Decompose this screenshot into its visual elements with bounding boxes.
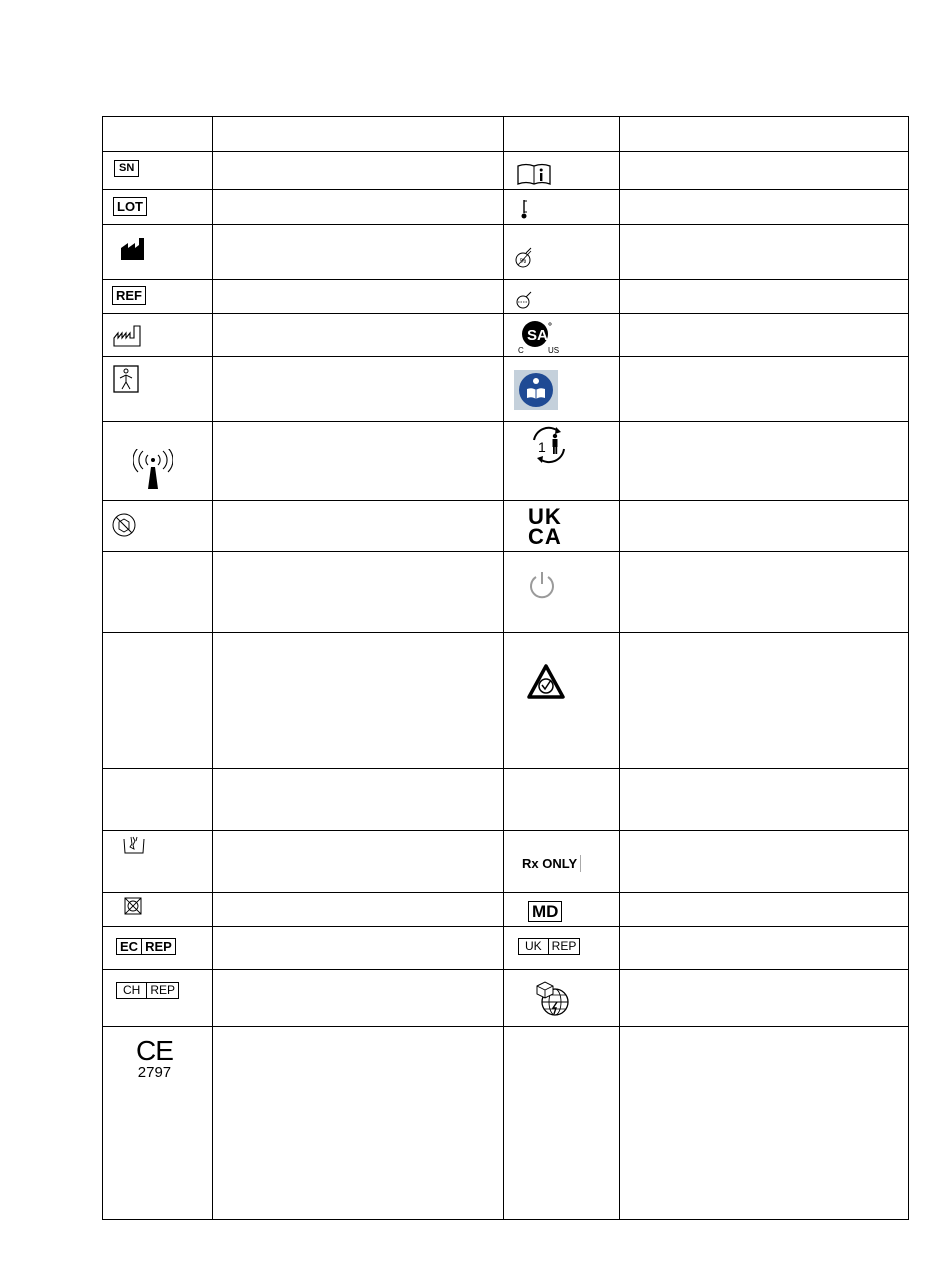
- rep-text: REP: [146, 983, 178, 998]
- symbol-cell: [504, 501, 620, 552]
- description-cell: [213, 152, 504, 190]
- symbol-cell: [103, 552, 213, 633]
- symbol-cell: [103, 633, 213, 769]
- ce-text: CE: [136, 1035, 173, 1066]
- description-cell: [620, 422, 909, 501]
- ukca-top-text: UK: [528, 504, 562, 529]
- ch-text: CH: [123, 983, 141, 997]
- table-row: [103, 190, 909, 225]
- notified-body-number: 2797: [137, 1064, 172, 1081]
- manufacturer-icon: [119, 236, 147, 262]
- table-row: [103, 314, 909, 357]
- description-cell: [620, 1027, 909, 1220]
- table-row: [103, 280, 909, 314]
- svg-text:%: %: [520, 258, 527, 265]
- type-bf-applied-part-icon: [113, 365, 139, 393]
- description-cell: [213, 893, 504, 927]
- table-row: [103, 357, 909, 422]
- symbol-cell: [103, 1027, 213, 1220]
- table-row: [103, 893, 909, 927]
- symbol-cell: [103, 280, 213, 314]
- description-cell: [620, 280, 909, 314]
- table-row: [103, 970, 909, 1027]
- table-row: [103, 1027, 909, 1220]
- header-cell: [620, 117, 909, 152]
- svg-text:SA: SA: [527, 327, 548, 344]
- table-row: [103, 552, 909, 633]
- symbol-cell: [103, 769, 213, 831]
- symbol-cell: [504, 970, 620, 1027]
- symbol-cell: [504, 552, 620, 633]
- symbol-cell: [504, 893, 620, 927]
- catalogue-number-icon: REF: [112, 286, 146, 305]
- rcm-mark-icon: [526, 663, 566, 701]
- table-row: [103, 633, 909, 769]
- symbol-cell: [103, 970, 213, 1027]
- do-not-use-if-damaged-icon: [111, 512, 137, 538]
- serial-number-icon: SN: [114, 160, 139, 177]
- description-cell: [213, 633, 504, 769]
- non-ionizing-radiation-icon: [133, 449, 173, 491]
- fragile-icon: [121, 835, 147, 855]
- ec-rep-icon: [116, 938, 176, 955]
- symbol-cell: [504, 190, 620, 225]
- single-patient-multiple-use-icon: [528, 425, 570, 465]
- table-row: [103, 769, 909, 831]
- ec-text: EC: [120, 939, 139, 954]
- table-header-row: [103, 117, 909, 152]
- symbol-cell: [103, 501, 213, 552]
- header-cell: [103, 117, 213, 152]
- svg-text:US: US: [548, 346, 560, 355]
- description-cell: [213, 970, 504, 1027]
- description-cell: [620, 190, 909, 225]
- ch-rep-icon: [116, 982, 179, 999]
- rep-text: REP: [141, 939, 175, 954]
- ukca-bottom-text: CA: [528, 524, 562, 549]
- table-row: [103, 501, 909, 552]
- symbol-cell: [504, 1027, 620, 1220]
- symbol-cell: [504, 152, 620, 190]
- symbol-cell: [103, 357, 213, 422]
- read-manual-icon: [514, 370, 558, 410]
- rep-text: REP: [548, 939, 580, 954]
- symbol-cell: [103, 225, 213, 280]
- description-cell: [620, 501, 909, 552]
- symbol-cell: [103, 927, 213, 970]
- description-cell: [620, 152, 909, 190]
- description-cell: [620, 552, 909, 633]
- medical-device-icon: MD: [528, 901, 562, 922]
- non-sterile-icon: [123, 896, 143, 916]
- importer-icon: [533, 980, 573, 1020]
- symbol-cell: [103, 190, 213, 225]
- description-cell: [620, 633, 909, 769]
- description-cell: [213, 552, 504, 633]
- description-cell: [213, 190, 504, 225]
- description-cell: [620, 970, 909, 1027]
- uk-text: UK: [525, 939, 542, 953]
- description-cell: [213, 769, 504, 831]
- humidity-limit-icon: [513, 245, 535, 271]
- description-cell: [213, 1027, 504, 1220]
- description-cell: [213, 831, 504, 893]
- svg-text:C: C: [518, 346, 524, 355]
- description-cell: [620, 927, 909, 970]
- symbols-table: [102, 116, 909, 1220]
- table-row: [103, 422, 909, 501]
- symbol-cell: [504, 422, 620, 501]
- header-cell: [213, 117, 504, 152]
- description-cell: [213, 314, 504, 357]
- description-cell: [620, 831, 909, 893]
- symbol-cell: [103, 422, 213, 501]
- ce-mark-icon: [136, 1037, 173, 1080]
- ukca-mark-icon: [528, 504, 562, 549]
- atmospheric-pressure-icon: [514, 290, 536, 310]
- table-row: [103, 225, 909, 280]
- symbol-cell: [504, 314, 620, 357]
- description-cell: [213, 501, 504, 552]
- uk-rep-icon: [518, 938, 580, 955]
- date-of-manufacture-icon: [112, 324, 144, 348]
- temperature-limit-icon: [516, 198, 530, 220]
- symbol-cell: [504, 633, 620, 769]
- symbol-cell: [103, 152, 213, 190]
- symbol-cell: [504, 280, 620, 314]
- symbol-cell: [504, 831, 620, 893]
- rx-only-icon: Rx ONLY: [519, 855, 581, 872]
- symbol-cell: [504, 769, 620, 831]
- table-row: [103, 927, 909, 970]
- symbol-cell: [103, 314, 213, 357]
- table-row: [103, 831, 909, 893]
- svg-text:1: 1: [538, 439, 546, 455]
- description-cell: [620, 314, 909, 357]
- symbol-cell: [103, 893, 213, 927]
- description-cell: [213, 225, 504, 280]
- table-row: [103, 152, 909, 190]
- description-cell: [620, 893, 909, 927]
- symbol-cell: [504, 927, 620, 970]
- description-cell: [213, 422, 504, 501]
- lot-number-icon: LOT: [113, 197, 147, 216]
- description-cell: [213, 927, 504, 970]
- consult-instructions-icon: [516, 162, 552, 186]
- description-cell: [620, 769, 909, 831]
- csa-mark-icon: [516, 317, 564, 355]
- description-cell: [213, 280, 504, 314]
- description-cell: [213, 357, 504, 422]
- description-cell: [620, 225, 909, 280]
- power-button-icon: [528, 570, 556, 600]
- header-cell: [504, 117, 620, 152]
- description-cell: [620, 357, 909, 422]
- symbol-cell: [504, 357, 620, 422]
- symbol-cell: [103, 831, 213, 893]
- symbol-cell: [504, 225, 620, 280]
